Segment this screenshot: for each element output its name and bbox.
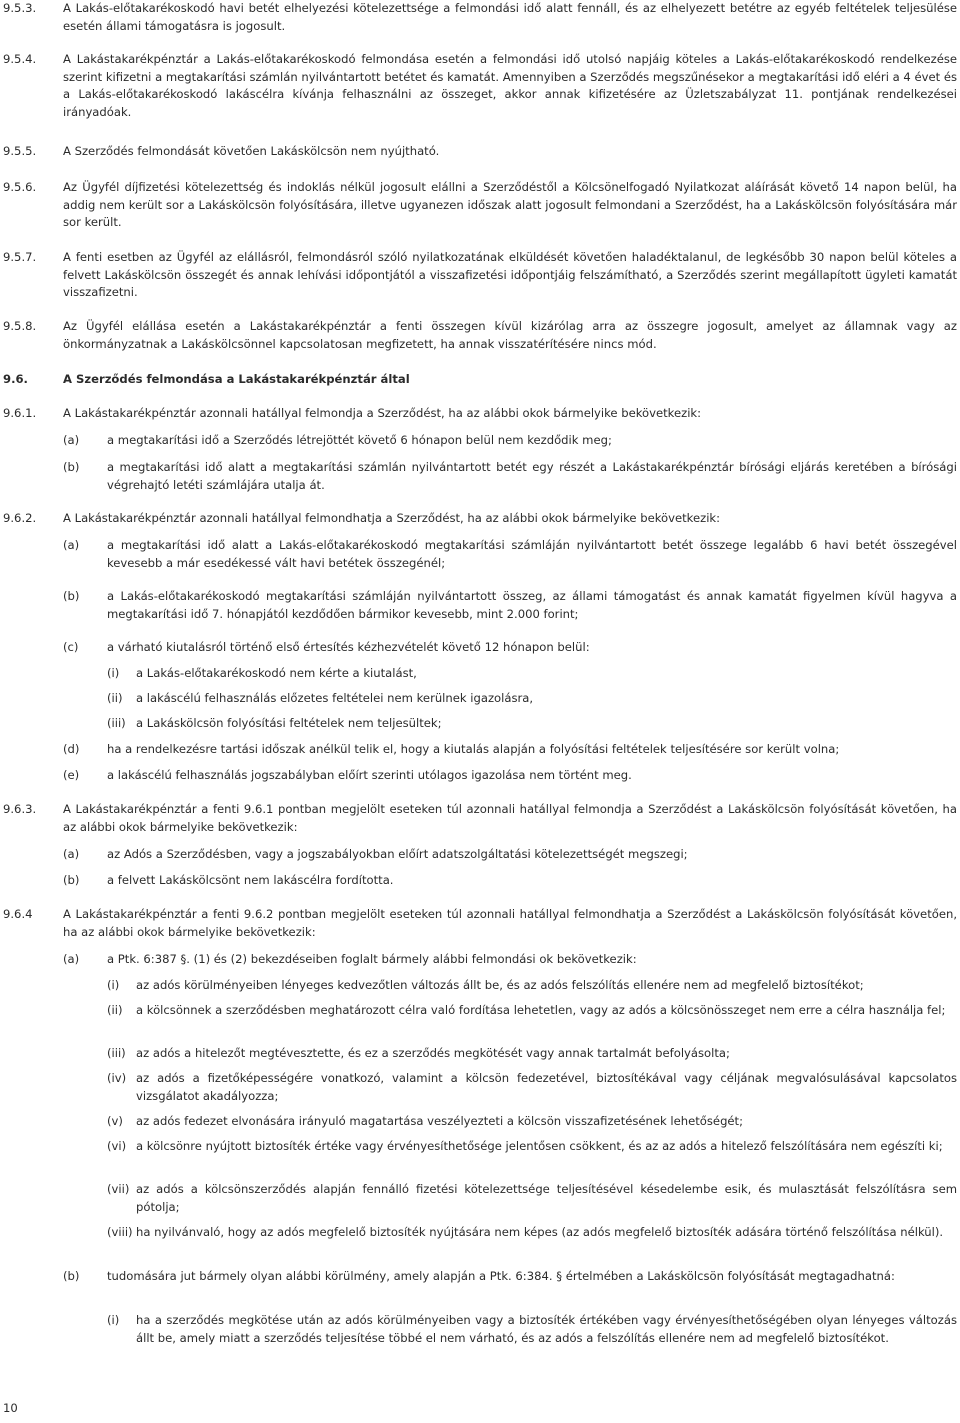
item-label: (vi) bbox=[107, 1139, 127, 1153]
item-label: (iv) bbox=[107, 1071, 127, 1085]
item-text: a Lakás-előtakarékoskodó megtakarítási számláján nyilvántartott összeg, az állami támogatást és annak kamatát figyelmen kívül hagyva a megtakarítási idő 7. hónapjától kezdődően bármikor kevesebb, mint 2.000 forint; bbox=[107, 589, 957, 621]
sub-list-item bbox=[107, 690, 957, 708]
list-item bbox=[63, 767, 957, 785]
list-item bbox=[63, 432, 957, 450]
item-text: tudomására jut bármely olyan alábbi körülmény, amely alapján a Ptk. 6:384. § értelmében a Lakáskölcsön folyósítását megtagadhatná: bbox=[107, 1269, 895, 1283]
sub-list-item bbox=[107, 1138, 957, 1156]
item-text: a megtakarítási idő alatt a Lakás-előtakarékoskodó megtakarítási számláján nyilvántartott betét összege legalább 6 havi betét összegével kevesebb a már esedékessé vált havi betétek összegénél; bbox=[107, 538, 957, 570]
item-text: az adós a hitelezőt megtévesztette, és ez a szerződés megkötését vagy annak tartalmát befolyásolta; bbox=[136, 1046, 730, 1060]
list-item bbox=[63, 741, 957, 759]
item-label: (iii) bbox=[107, 1046, 126, 1060]
item-text: a megtakarítási idő alatt a megtakarítási számlán nyilvántartott betét egy részét a Lakástakarékpénztár bírósági eljárás keretében a bírósági végrehajtó letéti számlájára utalja át. bbox=[107, 460, 957, 492]
item-text: ha a szerződés megkötése után az adós körülményeiben vagy a biztosíték értékében vagy érvényesíthetőségében olyan lényeges változás állt be, amely miatt a szerződés teljesítése többé el nem várható, és az adós a felszólítás ellenére nem ad megfelelő biztosítékot. bbox=[136, 1313, 957, 1345]
item-label: (c) bbox=[63, 640, 79, 654]
section-number: 9.5.7. bbox=[3, 250, 37, 264]
item-label: (b) bbox=[63, 460, 80, 474]
item-text: a lakáscélú felhasználás előzetes feltételei nem kerülnek igazolásra, bbox=[136, 691, 534, 705]
sub-list-item bbox=[107, 1113, 957, 1131]
sub-list-item bbox=[107, 977, 957, 995]
sub-list-item bbox=[107, 1045, 957, 1063]
item-text: ha a rendelkezésre tartási időszak anélkül telik el, hogy a kiutalás alapján a folyósítási feltételek teljesítésére sor került volna; bbox=[107, 742, 840, 756]
section-9-6-heading bbox=[3, 371, 957, 389]
section-number: 9.5.8. bbox=[3, 319, 37, 333]
item-text: a Lakás-előtakarékoskodó nem kérte a kiutalást, bbox=[136, 666, 417, 680]
list-item bbox=[63, 846, 957, 864]
section-number: 9.5.6. bbox=[3, 180, 37, 194]
item-text: a Ptk. 6:387 §. (1) és (2) bekezdéseiben foglalt bármely alábbi felmondási ok bekövetkezik: bbox=[107, 952, 637, 966]
item-label: (e) bbox=[63, 768, 80, 782]
section-number: 9.5.3. bbox=[3, 1, 37, 15]
section-number: 9.5.4. bbox=[3, 52, 37, 66]
section-text: A Lakástakarékpénztár a fenti 9.6.2 pontban megjelölt eseteken túl azonnali hatállyal felmondhatja a Szerződést a Lakáskölcsön folyósítását követően, ha az alábbi okok bármelyike bekövetkezik: bbox=[63, 907, 957, 939]
item-label: (a) bbox=[63, 952, 80, 966]
item-text: a kölcsönre nyújtott biztosíték értéke vagy érvényesíthetősége jelentősen csökkent, és az az adós a hitelező felszólítására nem egészíti ki; bbox=[136, 1139, 943, 1153]
item-text: a várható kiutalásról történő első értesítés kézhezvételét követő 12 hónapon belül: bbox=[107, 640, 590, 654]
sub-list-item bbox=[107, 1070, 957, 1105]
item-text: a megtakarítási idő a Szerződés létrejöttét követő 6 hónapon belül nem kezdődik meg; bbox=[107, 433, 612, 447]
section-9-6-3 bbox=[3, 801, 957, 836]
item-text: az Adós a Szerződésben, vagy a jogszabályokban előírt adatszolgáltatási kötelezettségét megszegi; bbox=[107, 847, 688, 861]
section-text: A fenti esetben az Ügyfél az elállásról, felmondásról szóló nyilatkozatának elküldését követően haladéktalanul, de legkésőbb 30 napon belül köteles a felvett Lakáskölcsön összegét és annak lehívási időpontjától a visszafizetési időpontjáig felszámítható, a Szerződés szerint megállapított ügyleti kamatát visszafizetni. bbox=[63, 250, 957, 300]
item-label: (vii) bbox=[107, 1182, 130, 1196]
item-label: (viii) bbox=[107, 1225, 133, 1239]
section-text: A Szerződés felmondását követően Lakáskölcsön nem nyújtható. bbox=[63, 144, 440, 158]
section-9-5-6 bbox=[3, 179, 957, 232]
list-item bbox=[63, 459, 957, 494]
section-9-5-5 bbox=[3, 143, 957, 161]
list-item bbox=[63, 1268, 957, 1286]
item-text: ha nyilvánvaló, hogy az adós megfelelő biztosíték nyújtására nem képes (az adós megfelelő biztosíték adására történő felszólítása nélkül). bbox=[136, 1225, 944, 1239]
sub-list-item bbox=[107, 1312, 957, 1347]
item-text: a Lakáskölcsön folyósítási feltételek nem teljesültek; bbox=[136, 716, 442, 730]
sub-list-item bbox=[107, 1224, 957, 1242]
item-label: (d) bbox=[63, 742, 80, 756]
section-9-5-4 bbox=[3, 51, 957, 121]
section-text: A Lakástakarékpénztár a Lakás-előtakarékoskodó felmondása esetén a felmondási idő utolsó napjáig köteles a Lakás-előtakarékoskodó rendelkezése szerint kifizetni a megtakarítási számlán nyilvántartott betétet és kamatát. Amennyiben a Szerződés megszűnésekor a megtakarítási idő eléri a 4 évet és a Lakás-előtakarékoskodó lakáscélra kívánja felhasználni az összeget, akkor annak kifizetésére az Üzletszabályzat 11. pontjának rendelkezései irányadóak. bbox=[63, 52, 957, 119]
sub-list-item bbox=[107, 1002, 957, 1020]
section-9-5-7 bbox=[3, 249, 957, 302]
section-9-6-2 bbox=[3, 510, 957, 528]
section-text: Az Ügyfél elállása esetén a Lakástakarékpénztár a fenti összegen kívül kizárólag arra az összegre jogosult, amelyet az államnak vagy az önkormányzatnak a Lakáskölcsönnel kapcsolatosan megfizetett, ha annak visszatérítésére nincs mód. bbox=[63, 319, 957, 351]
list-item bbox=[63, 639, 957, 657]
item-label: (i) bbox=[107, 1313, 120, 1327]
item-label: (b) bbox=[63, 1269, 80, 1283]
item-label: (i) bbox=[107, 666, 120, 680]
list-item bbox=[63, 951, 957, 969]
section-9-5-3 bbox=[3, 0, 957, 35]
sub-list-item bbox=[107, 715, 957, 733]
page-number: 10 bbox=[3, 1401, 18, 1415]
section-number: 9.6.4 bbox=[3, 907, 33, 921]
section-text: Az Ügyfél díjfizetési kötelezettség és indoklás nélkül jogosult elállni a Szerződéstől a Kölcsönelfogadó Nyilatkozat aláírását követő 14 napon belül, ha addig nem került sor a Lakáskölcsön folyósítására, illetve ugyanezen időszak alatt jogosult felmondani a Szerződést, ha a Lakáskölcsön folyósítására már sor került. bbox=[63, 180, 957, 230]
section-text: A Lakástakarékpénztár a fenti 9.6.1 pontban megjelölt eseteken túl azonnali hatállyal felmondja a Szerződést a Lakáskölcsön folyósítását követően, ha az alábbi okok bármelyike bekövetkezik: bbox=[63, 802, 957, 834]
item-label: (iii) bbox=[107, 716, 126, 730]
sub-list-item bbox=[107, 665, 957, 683]
item-text: a lakáscélú felhasználás jogszabályban előírt szerinti utólagos igazolása nem történt meg. bbox=[107, 768, 632, 782]
list-item bbox=[63, 537, 957, 572]
item-label: (i) bbox=[107, 978, 120, 992]
section-number: 9.6.3. bbox=[3, 802, 37, 816]
item-label: (a) bbox=[63, 433, 80, 447]
section-9-5-8 bbox=[3, 318, 957, 353]
item-text: a kölcsönnek a szerződésben meghatározott célra való fordítása lehetetlen, vagy az adós a kölcsönösszeget nem erre a célra használja fel; bbox=[136, 1003, 946, 1017]
section-number: 9.5.5. bbox=[3, 144, 37, 158]
item-text: az adós fedezet elvonására irányuló magatartása veszélyezteti a kölcsön visszafizetésének lehetőségét; bbox=[136, 1114, 744, 1128]
section-number: 9.6. bbox=[3, 372, 28, 386]
item-label: (ii) bbox=[107, 1003, 123, 1017]
item-text: az adós körülményeiben lényeges kedvezőtlen változás állt be, és az adós felszólítás ellenére nem ad megfelelő biztosítékot; bbox=[136, 978, 864, 992]
item-label: (b) bbox=[63, 589, 80, 603]
section-text: A Lakástakarékpénztár azonnali hatállyal felmondhatja a Szerződést, ha az alábbi okok bármelyike bekövetkezik: bbox=[63, 511, 721, 525]
item-label: (v) bbox=[107, 1114, 123, 1128]
section-text: A Lakás-előtakarékoskodó havi betét elhelyezési kötelezettsége a felmondási idő alatt fennáll, és az elhelyezett betétre az egyéb feltételek teljesülése esetén állami támogatásra is jogosult. bbox=[63, 1, 957, 33]
item-label: (a) bbox=[63, 538, 80, 552]
item-text: a felvett Lakáskölcsönt nem lakáscélra fordította. bbox=[107, 873, 394, 887]
item-text: az adós a fizetőképességére vonatkozó, valamint a kölcsön fedezetével, biztosítékával vagy céljának megvalósulásával kapcsolatos vizsgálatot akadályozza; bbox=[136, 1071, 957, 1103]
list-item bbox=[63, 872, 957, 890]
item-label: (a) bbox=[63, 847, 80, 861]
section-text: A Lakástakarékpénztár azonnali hatállyal felmondja a Szerződést, ha az alábbi okok bármelyike bekövetkezik: bbox=[63, 406, 702, 420]
section-9-6-4 bbox=[3, 906, 957, 941]
item-label: (ii) bbox=[107, 691, 123, 705]
list-item bbox=[63, 588, 957, 623]
item-text: az adós a kölcsönszerződés alapján fennálló fizetési kötelezettsége teljesítésével késedelembe esik, és mulasztását felszólításra sem pótolja; bbox=[136, 1182, 957, 1214]
section-9-6-1 bbox=[3, 405, 957, 423]
item-label: (b) bbox=[63, 873, 80, 887]
section-number: 9.6.1. bbox=[3, 406, 37, 420]
section-title: A Szerződés felmondása a Lakástakarékpénztár által bbox=[63, 372, 410, 386]
sub-list-item bbox=[107, 1181, 957, 1216]
section-number: 9.6.2. bbox=[3, 511, 37, 525]
